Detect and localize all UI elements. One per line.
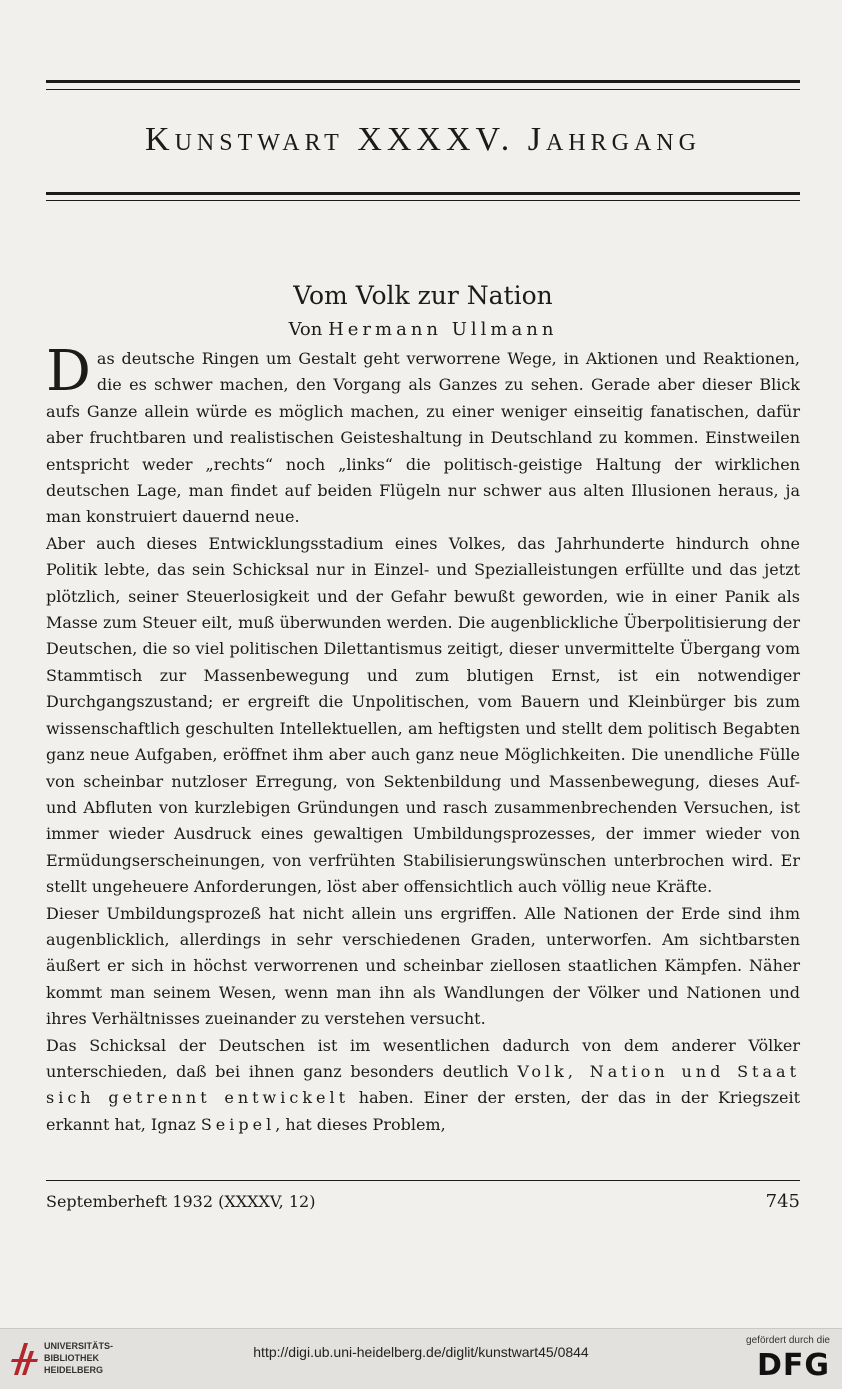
library-name-line-1: UNIVERSITÄTS- <box>44 1341 114 1351</box>
emphasized-name: Seipel <box>200 1114 276 1134</box>
bottom-double-rule-thin <box>46 200 800 201</box>
emphasized-phrase: Volk, Nation und Staat sich getrennt entwickelt <box>46 1061 800 1108</box>
library-name-line-3: HEIDELBERG <box>44 1365 104 1375</box>
paragraph-4-text-a: Das Schicksal der Deutschen ist im wesentlichen dadurch von dem anderer Völker unterschieden, daß bei ihnen ganz besonders deutlich <box>46 1035 800 1081</box>
permalink-url[interactable]: http://digi.ub.uni-heidelberg.de/diglit/kunstwart45/0844 <box>253 1344 589 1360</box>
masthead-title: Kunstwart XXXXV. Jahrgang <box>145 121 701 158</box>
issue-label: Septemberheft 1932 (XXXXV, 12) <box>46 1192 316 1211</box>
paragraph-2: Aber auch dieses Entwicklungsstadium eines Volkes, das Jahrhunderte hindurch ohne Politik lebte, das sein Schicksal nur in Einzel- und Spezialleistungen erfüllte und das jetzt plötzlich, seiner Steuerlosigkeit und der Gefahr bewußt geworden, wie in einer Panik als Masse zum Steuer eilt, muß überwunden werden. Die augenblickliche Überpolitisierung der Deutschen, die so viel politischen Dilettantismus zeitigt, dieser unvermittelte Übergang vom Stammtisch zur Massenbewegung und zum blutigen Ernst, ist ein notwendiger Durchgangszustand; er ergreift die Unpolitischen, vom Bauern und Kleinbürger bis zum wissenschaftlich geschulten Intellektuellen, am heftigsten und stellt dem politisch Begabten ganz neue Aufgaben, eröffnet ihm aber auch ganz neue Möglichkeiten. Die unendliche Fülle von scheinbar nutzloser Erregung, von Sektenbildung und Massenbewegung, dieses Auf- und Abfluten von kurzlebigen Gründungen und rasch zusammenbrechenden Versuchen, ist immer wieder Ausdruck eines gewaltigen Umbildungsprozesses, der immer wieder von Ermüdungserscheinungen, von verfrühten Stabilisierungswünschen unterbrochen wird. Er stellt ungeheuere Anforderungen, löst aber offensichtlich auch völlig neue Kräfte. <box>46 533 800 897</box>
page-number: 745 <box>765 1191 800 1212</box>
paragraph-1 <box>46 339 800 531</box>
bottom-double-rule-thick <box>46 192 800 195</box>
library-name-line-2: BIBLIOTHEK <box>44 1353 99 1363</box>
viewer-footer-bar <box>0 1328 842 1389</box>
author-name: Hermann Ullmann <box>328 319 558 340</box>
article-title: Vom Volk zur Nation <box>293 281 553 310</box>
article-body <box>46 339 800 1138</box>
paragraph-3: Dieser Umbildungsprozeß hat nicht allein uns ergriffen. Alle Nationen der Erde sind ihm augenblicklich, allerdings in sehr verschiedenen Graden, unterworfen. Am sichtbarsten äußert er sich in höchst verworrenen und scheinbar ziellosen staatlichen Kämpfen. Näher kommt man seinem Wesen, wenn man ihn als Wandlungen der Völker und Nationen und ihres Verhältnisses zueinander zu verstehen versucht. <box>46 903 800 1029</box>
top-double-rule-thick <box>46 80 800 83</box>
paragraph-4-text-c: , hat dieses Problem, <box>275 1114 446 1134</box>
page-footer <box>46 1188 800 1216</box>
byline-prefix: Von <box>288 319 329 340</box>
dfg-logo[interactable]: DFG <box>756 1348 830 1383</box>
footer-rule <box>46 1180 800 1181</box>
paragraph-4 <box>46 1033 800 1139</box>
paragraph-1-text: as deutsche Ringen um Gestalt geht verworrene Wege, in Aktionen und Reaktionen, die es schwer machen, den Vorgang als Ganzes zu sehen. Gerade aber dieser Blick aufs Ganze allein würde es möglich machen, zu einer weniger einseitig fanatischen, dafür aber fruchtbaren und realistischen Geisteshaltung in Deutschland zu kommen. Einstweilen entspricht weder „rechts“ noch „links“ die politisch-geistige Haltung der wirklichen deutschen Lage, man findet auf beiden Flügeln nur schwer aus alten Illusionen heraus, ja man konstruiert dauernd neue. <box>46 349 800 527</box>
paragraph-4-text-b: haben. Einer der ersten, der das in der Kriegszeit erkannt hat, Ignaz <box>46 1088 800 1134</box>
drop-cap: D <box>46 339 91 404</box>
top-double-rule-thin <box>46 89 800 90</box>
byline <box>46 316 800 344</box>
funded-by-label: gefördert durch die <box>746 1335 830 1346</box>
